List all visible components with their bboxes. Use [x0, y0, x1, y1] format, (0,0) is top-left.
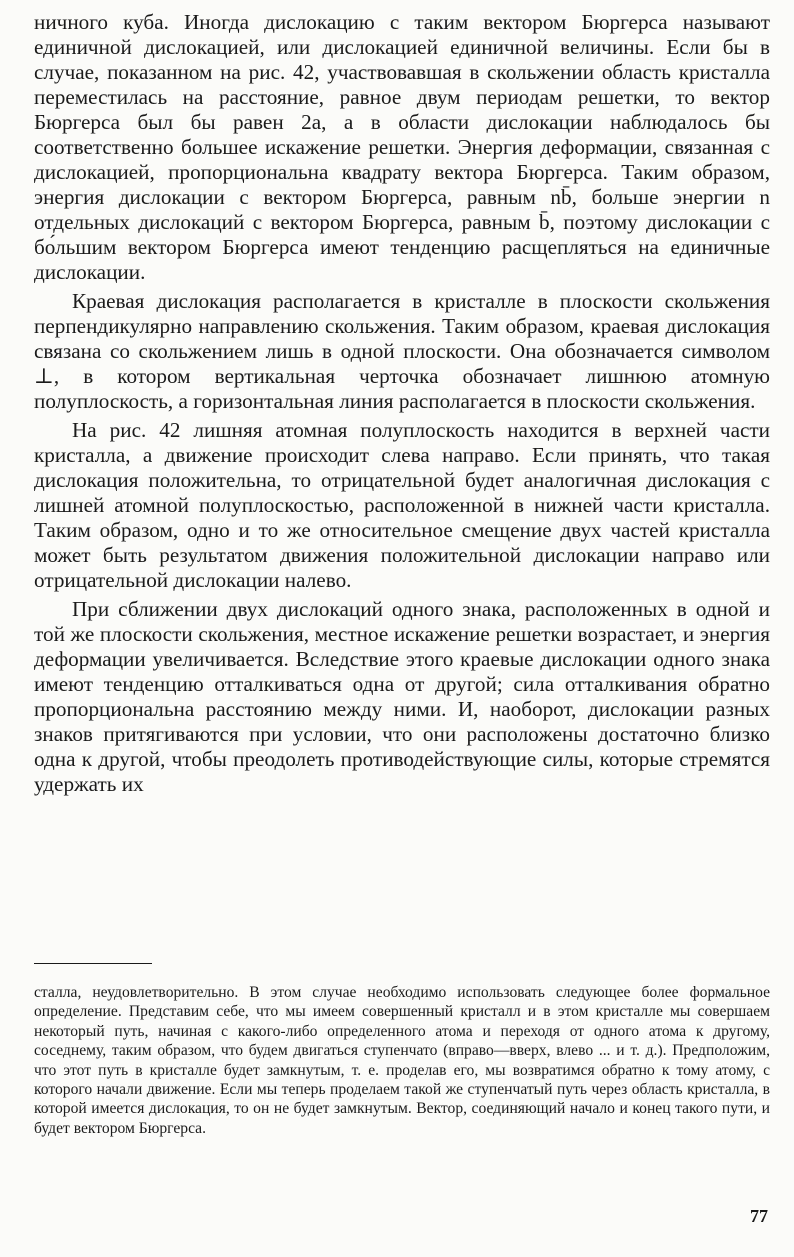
- footnote: сталла, неудовлетворительно. В этом случае необходимо использовать следующее более формальное определение. Представим себе, что мы имеем совершенный кристалл и в этом кристалле мы совершаем некоторый путь, начиная с какого-либо определенного атома и переходя от одного атома к другому, соседнему, таким образом, что будем двигаться ступенчато (вправо—вверх, влево ... и т. д.). Предположим, что этот путь в кристалле будет замкнутым, т. е. проделав его, мы возвратимся обратно к тому атому, с которого начали движение. Если мы теперь проделаем такой же ступенчатый путь через область кристалла, в которой имеется дислокация, то он не будет замкнутым. Вектор, соединяющий начало и конец такого пути, и будет вектором Бюргерса.: [34, 984, 770, 1137]
- paragraph-edge-dislocation: Краевая дислокация располагается в кристалле в плоскости скольжения перпендикулярно направлению скольжения. Таким образом, краевая дислокация связана со скольжением лишь в одной плоскости. Она обозначается символом ⊥, в котором вертикальная черточка обозначает лишнюю атомную полуплоскость, а горизонтальная линия располагается в плоскости скольжения.: [34, 289, 770, 413]
- page-number: 77: [750, 1206, 768, 1226]
- paragraph-interaction: При сближении двух дислокаций одного знака, расположенных в одной и той же плоскости скольжения, местное искажение решетки возрастает, и энергия деформации увеличивается. Вследствие этого краевые дислокации одного знака имеют тенденцию отталкиваться одна от другой; сила отталкивания обратно пропорциональна расстоянию между ними. И, наоборот, дислокации разных знаков притягиваются при условии, что они расположены достаточно близко одна к другой, чтобы преодолеть противодействующие силы, которые стремятся удержать их: [34, 597, 770, 796]
- footnote-divider: [34, 963, 152, 964]
- paragraph-burgers-vector: ничного куба. Иногда дислокацию с таким вектором Бюргерса называют единичной дислокацией, или дислокацией единичной величины. Если бы в случае, показанном на рис. 42, участвовавшая в скольжении область кристалла переместилась на расстояние, равное двум периодам решетки, то вектор Бюргерса был бы равен 2a, а в области дислокации наблюдалось бы соответственно большее искажение решетки. Энергия деформации, связанная с дислокацией, пропорциональна квадрату вектора Бюргерса. Таким образом, энергия дислокации с вектором Бюргерса, равным nb̄, больше энергии n отдельных дислокаций с вектором Бюргерса, равным b̄, поэтому дислокации с бо́льшим вектором Бюргерса имеют тенденцию расщепляться на единичные дислокации.: [34, 10, 770, 284]
- paragraph-figure-42: На рис. 42 лишняя атомная полуплоскость находится в верхней части кристалла, а движение происходит слева направо. Если принять, что такая дислокация положительна, то отрицательной будет аналогичная дислокация с лишней атомной полуплоскостью, расположенной в нижней части кристалла. Таким образом, одно и то же относительное смещение двух частей кристалла может быть результатом движения положительной дислокации направо или отрицательной дислокации налево.: [34, 418, 770, 592]
- page-body: [34, 10, 770, 797]
